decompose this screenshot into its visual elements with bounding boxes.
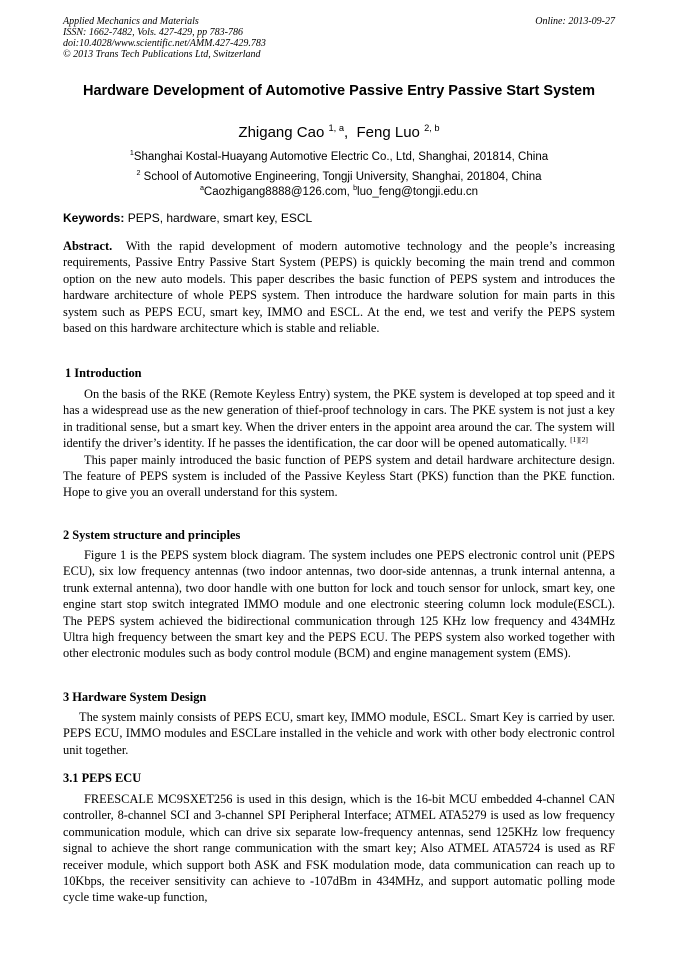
affiliation-text: School of Automotive Engineering, Tongji University, Shanghai, 201804, China [143, 171, 542, 183]
section-body [63, 386, 615, 501]
affiliation-text: Shanghai Kostal-Huayang Automotive Electric Co., Ltd, Shanghai, 201814, China [133, 151, 549, 163]
section-heading: 3.1 PEPS ECU [63, 771, 142, 785]
author-name: Zhigang Cao [238, 124, 325, 141]
citation: [1][2] [570, 435, 588, 445]
journal-issn: ISSN: 1662-7482, Vols. 427-429, pp 783-786 [63, 27, 243, 38]
email-link[interactable]: Caozhigang8888@126.com [203, 186, 347, 198]
section-heading: 1 Introduction [65, 366, 142, 380]
journal-name: Applied Mechanics and Materials [63, 16, 199, 27]
paper-title: Hardware Development of Automotive Passive Entry Passive Start System [83, 83, 595, 99]
abstract-text: With the rapid development of modern automotive technology and the people’s increasing requirements, Passive Entry Passive Start System (PEPS) is quickly becoming the main trend and common option on the new auto models. This paper describes the basic function of PEPS system and introduces the hardware architecture of whole PEPS system. Then introduce the hardware solution for main parts in this system such as PEPS ECU, smart key, IMMO and ESCL. At the end, we test and verify the PEPS system based on this hardware architecture which is stable and reliable. [63, 239, 615, 336]
keywords-text: PEPS, hardware, smart key, ESCL [127, 211, 313, 225]
paragraph: The system mainly consists of PEPS ECU, smart key, IMMO module, ESCL. Smart Key is carried by user. PEPS ECU, IMMO modules and ESCLare installed in the vehicle and work with other body electronic control unit together. [63, 710, 615, 757]
author-affiliation-mark: 2, b [424, 123, 440, 133]
author-list [63, 124, 615, 142]
email-link[interactable]: luo_feng@tongji.edu.cn [357, 186, 479, 198]
author-affiliation-mark: 1, a [328, 123, 344, 133]
paragraph: FREESCALE MC9SXET256 is used in this design, which is the 16-bit MCU embedded 4-channel CAN controller, 8-channel SCI and 3-channel SPI Peripheral Interface; ATMEL ATA5279 is used as low frequency communication module, which can drive six separate low-frequency antennas, send 125KHz low frequency signal to achieve the short range communication with the smart key; Also ATMEL ATA5724 is used as RF receiver module, which support both ASK and FSK modulation mode, data communication can reach up to 10Kbps, the receiver sensitivity can achieve to -107dBm in 434MHz, and support automatic polling mode cycle time wake-up function, [63, 792, 615, 905]
keywords [63, 211, 615, 226]
paragraph: On the basis of the RKE (Remote Keyless Entry) system, the PKE system is developed at top speed and it has a widespread use as the new generation of thief-proof technology in cars. The PKE system is not just a key in traditional sense, but a smart key. When the driver enters in the appoint area around the car. The system will identify the driver’s identity. If he passes the identification, the car door will be opened automatically. [63, 387, 615, 451]
author-emails: $^a$Caozhigang8888@126.com, $^b$luo_feng@tongji.edu.cn [199, 184, 479, 198]
keywords-label: Keywords: [63, 211, 125, 225]
author-name: Feng Luo [356, 124, 420, 141]
affiliation-mark: 1 [129, 149, 134, 158]
journal-doi: doi:10.4028/www.scientific.net/AMM.427-429.783 [63, 38, 266, 49]
section-heading: 3 Hardware System Design [63, 690, 207, 704]
abstract [63, 238, 615, 336]
email-mark: b [353, 184, 358, 193]
paragraph: Figure 1 is the PEPS system block diagram. The system includes one PEPS electronic control unit (PEPS ECU), six low frequency antennas (two indoor antennas, two door-side antennas, a trunk internal antenna, a trunk external antenna), two door handle with one button for lock and touch sensor for unlock, smart key, one engine start stop switch integrated IMMO module and one electronic steering column lock module(ESCL). The PEPS system achieved the bidirectional communication through 125 KHz low frequency and 434MHz Ultra high frequency between the smart key and the PEPS ECU. The PEPS system also worked together with other electronic modules such as body control module (BCM) and engine management system (EMS). [63, 548, 615, 661]
email-mark: a [199, 184, 204, 193]
journal-info [63, 16, 266, 60]
journal-copyright: © 2013 Trans Tech Publications Ltd, Switzerland [63, 49, 261, 60]
section-body [63, 709, 615, 758]
affiliation-2 [63, 170, 615, 184]
paragraph: This paper mainly introduced the basic function of PEPS system and detail hardware architecture design. The feature of PEPS system is included of the Passive Keyless Start (PKS) function than the PKE function. Hope to give you an overall understand for this system. [63, 452, 615, 500]
affiliation-1 [63, 150, 615, 164]
author-separator: , [344, 124, 349, 141]
online-date: Online: 2013-09-27 [535, 16, 615, 27]
abstract-label: Abstract. [63, 239, 113, 253]
section-body [63, 547, 615, 662]
section-body [63, 791, 615, 906]
affiliation-mark: 2 [136, 169, 141, 178]
section-heading: 2 System structure and principles [63, 528, 241, 542]
